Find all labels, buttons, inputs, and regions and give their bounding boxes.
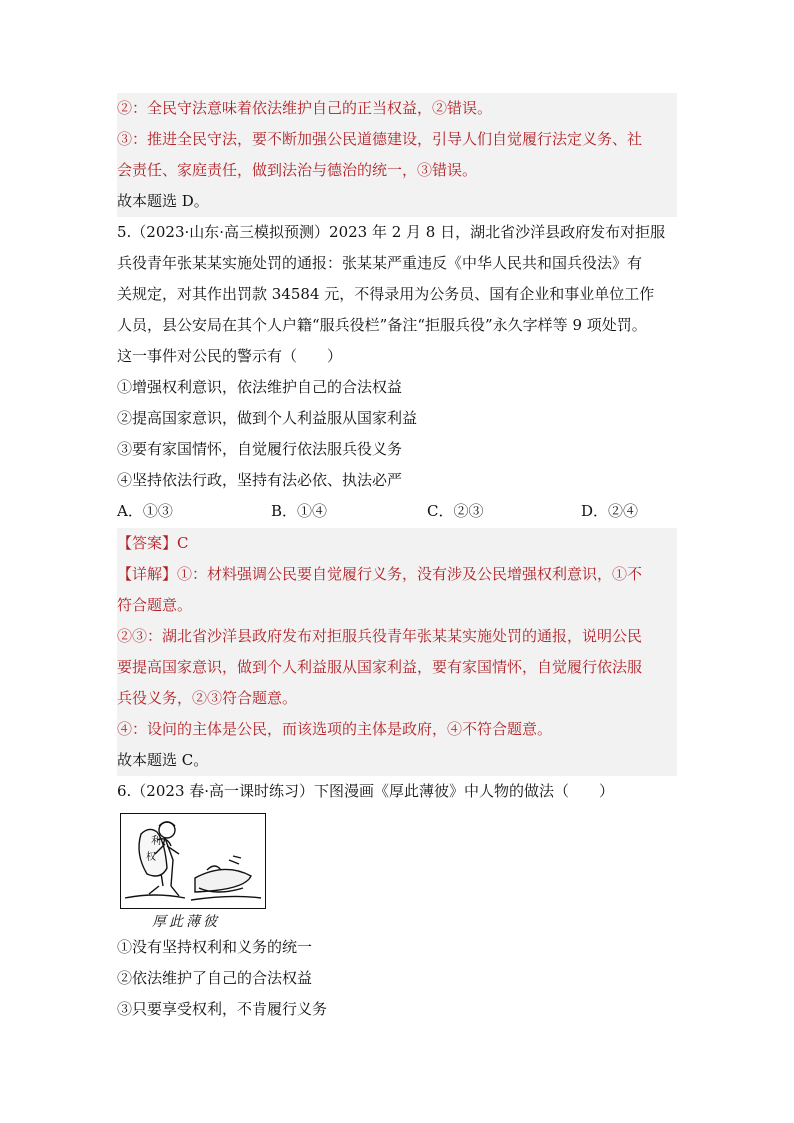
cartoon-drawing: [121, 814, 265, 908]
detail-text: ①：材料强调公民要自觉履行义务，没有涉及公民增强权利意识，①不: [177, 565, 643, 583]
statement-line: ④坚持依法行政，坚持有法必依、执法必严: [117, 471, 403, 489]
question-6-statements: [117, 932, 677, 1025]
question-5-answer-block: [117, 528, 677, 776]
statement-line: ①增强权利意识，依法维护自己的合法权益: [117, 378, 403, 396]
stem-line: 人员，县公安局在其个人户籍“服兵役栏”备注“拒服兵役”永久字样等 9 项处罚。: [117, 316, 647, 334]
option-b[interactable]: B．①④: [271, 502, 328, 520]
explanation-line: ②：全民守法意味着依法维护自己的正当权益，②错误。: [117, 99, 493, 117]
cartoon-caption: 厚此薄彼: [152, 914, 220, 930]
detail-line: 符合题意。: [117, 596, 193, 614]
statement-line: ②依法维护了自己的合法权益: [117, 969, 313, 987]
conclusion-line: 故本题选 C。: [117, 751, 209, 769]
statement-line: ③只要享受权利，不肯履行义务: [117, 1000, 328, 1018]
statement-line: ①没有坚持权利和义务的统一: [117, 938, 313, 956]
detail-line: ②③：湖北省沙洋县政府发布对拒服兵役青年张某某实施处罚的通报，说明公民: [117, 627, 643, 645]
explanation-line: ③：推进全民守法，要不断加强公民道德建设，引导人们自觉履行法定义务、社: [117, 130, 643, 148]
answer-line: [117, 528, 677, 559]
bag-char-1: 权: [146, 852, 156, 863]
explanation-line: 会责任、家庭责任，做到法治与德治的统一，③错误。: [117, 161, 478, 179]
prev-explanation-block: [117, 93, 677, 217]
stem-line: 6.（2023 春·高一课时练习）下图漫画《厚此薄彼》中人物的做法（ ）: [117, 782, 615, 800]
stem-line: 关规定，对其作出罚款 34584 元，不得录用为公务员、国有企业和事业单位工作: [117, 285, 655, 303]
stem-line: 兵役青年张某某实施处罚的通报：张某某严重违反《中华人民共和国兵役法》有: [117, 254, 643, 272]
question-6-stem: [117, 776, 677, 807]
detail-line: 兵役义务，②③符合题意。: [117, 689, 298, 707]
conclusion-line: 故本题选 D。: [117, 192, 209, 210]
stem-line: 5.（2023·山东·高三模拟预测）2023 年 2 月 8 日，湖北省沙洋县政府发布对拒服: [117, 223, 666, 241]
detail-line: [117, 559, 677, 590]
answer-value: C: [177, 534, 189, 552]
question-5-stem: [117, 217, 677, 496]
detail-line: 要提高国家意识，做到个人利益服从国家利益，要有家国情怀，自觉履行依法服: [117, 658, 643, 676]
statement-line: ②提高国家意识，做到个人利益服从国家利益: [117, 409, 418, 427]
option-d[interactable]: D．②④: [581, 502, 639, 520]
stem-line: 这一事件对公民的警示有（ ）: [117, 347, 343, 365]
cartoon-image: [120, 813, 266, 909]
answer-tag: 【答案】: [117, 534, 178, 552]
option-c[interactable]: C．②③: [427, 502, 484, 520]
option-a[interactable]: A．①③: [117, 502, 173, 520]
detail-line: ④：设问的主体是公民，而该选项的主体是政府，④不符合题意。: [117, 720, 553, 738]
statement-line: ③要有家国情怀，自觉履行依法服兵役义务: [117, 440, 403, 458]
bag-char-2: 利: [151, 836, 161, 847]
detail-tag: 【详解】: [117, 565, 178, 583]
question-5-options: [117, 496, 677, 527]
